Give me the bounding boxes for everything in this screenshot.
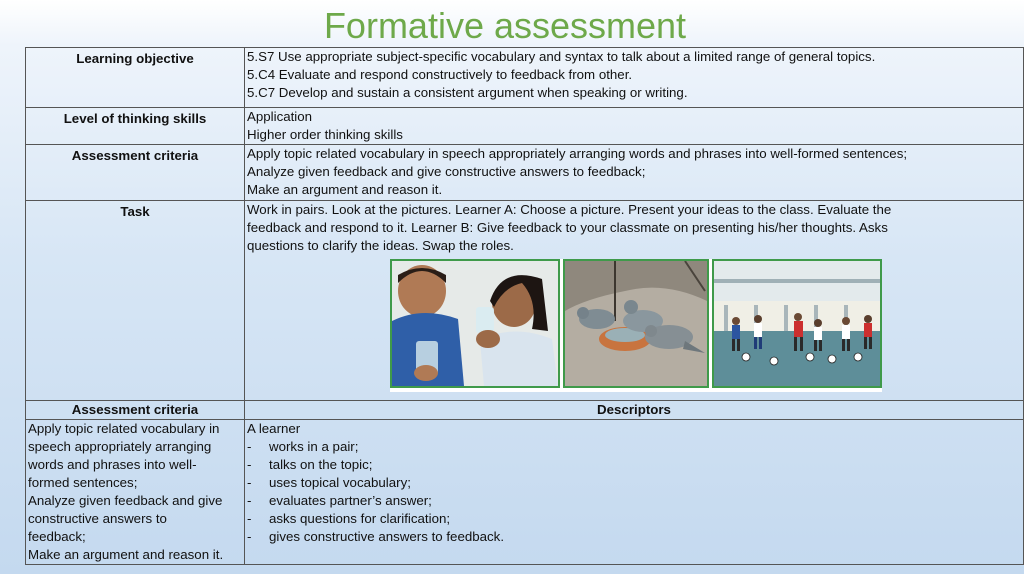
slide-title: Formative assessment [323, 5, 687, 46]
criteria-line: Apply topic related vocabulary in speech appropriately arranging words and phrases into well-formed sentences; [247, 146, 908, 161]
row-descriptors [26, 420, 1024, 565]
row-thinking-skills [26, 108, 1024, 145]
objective-line: 5.S7 Use appropriate subject-specific vocabulary and syntax to talk about a limited range of general topics. [247, 49, 876, 64]
criteria-list-line: Apply topic related vocabulary in [28, 421, 220, 436]
descriptor-item: - asks questions for clarification; [247, 511, 451, 526]
task-pictures [390, 259, 882, 392]
criteria-line: Make an argument and reason it. [247, 182, 443, 197]
descriptors-header: Descriptors [245, 401, 1024, 420]
learning-objective-content [245, 48, 1024, 108]
row-descriptor-header [26, 401, 1024, 420]
criteria-list-line: formed sentences; [28, 475, 138, 490]
thinking-skills-content [245, 108, 1024, 145]
criteria-list [26, 420, 245, 565]
criteria-list-line: constructive answers to [28, 511, 167, 526]
criteria-list-line: speech appropriately arranging [28, 439, 212, 454]
pigeons-drinking-photo [563, 259, 709, 388]
assessment-criteria-label: Assessment criteria [26, 145, 245, 201]
descriptors-list [245, 420, 1024, 565]
row-learning-objective [26, 48, 1024, 108]
criteria-list-line: Make an argument and reason it. [28, 547, 224, 562]
criteria-list-line: Analyze given feedback and give [28, 493, 223, 508]
criteria-line: Analyze given feedback and give constructive answers to feedback; [247, 164, 646, 179]
children-drinking-water-photo [390, 259, 560, 388]
objective-line: 5.C4 Evaluate and respond constructively to feedback from other. [247, 67, 633, 82]
assessment-criteria-content [245, 145, 1024, 201]
descriptor-item: - works in a pair; [247, 439, 359, 454]
criteria-list-line: words and phrases into well- [28, 457, 197, 472]
row-assessment-criteria [26, 145, 1024, 201]
task-label: Task [26, 201, 245, 401]
thinking-skill-line: Application [247, 109, 313, 124]
task-line: questions to clarify the ideas. Swap the roles. [247, 238, 514, 253]
descriptor-item: - uses topical vocabulary; [247, 475, 411, 490]
criteria-list-line: feedback; [28, 529, 86, 544]
kids-playing-football-photo [712, 259, 882, 388]
objective-line: 5.C7 Develop and sustain a consistent argument when speaking or writing. [247, 85, 688, 100]
descriptor-item: - talks on the topic; [247, 457, 373, 472]
descriptor-item: - gives constructive answers to feedback. [247, 529, 505, 544]
learning-objective-label: Learning objective [26, 48, 245, 108]
task-line: feedback and respond to it. Learner B: Give feedback to your classmate on presenting his/her thoughts. Asks [247, 220, 888, 235]
descriptor-intro: A learner [247, 421, 301, 436]
criteria-header: Assessment criteria [26, 401, 245, 420]
task-line: Work in pairs. Look at the pictures. Learner A: Choose a picture. Present your ideas to the class. Evaluate the [247, 202, 892, 217]
thinking-skills-label: Level of thinking skills [26, 108, 245, 145]
thinking-skill-line: Higher order thinking skills [247, 127, 403, 142]
descriptor-item: - evaluates partner’s answer; [247, 493, 432, 508]
